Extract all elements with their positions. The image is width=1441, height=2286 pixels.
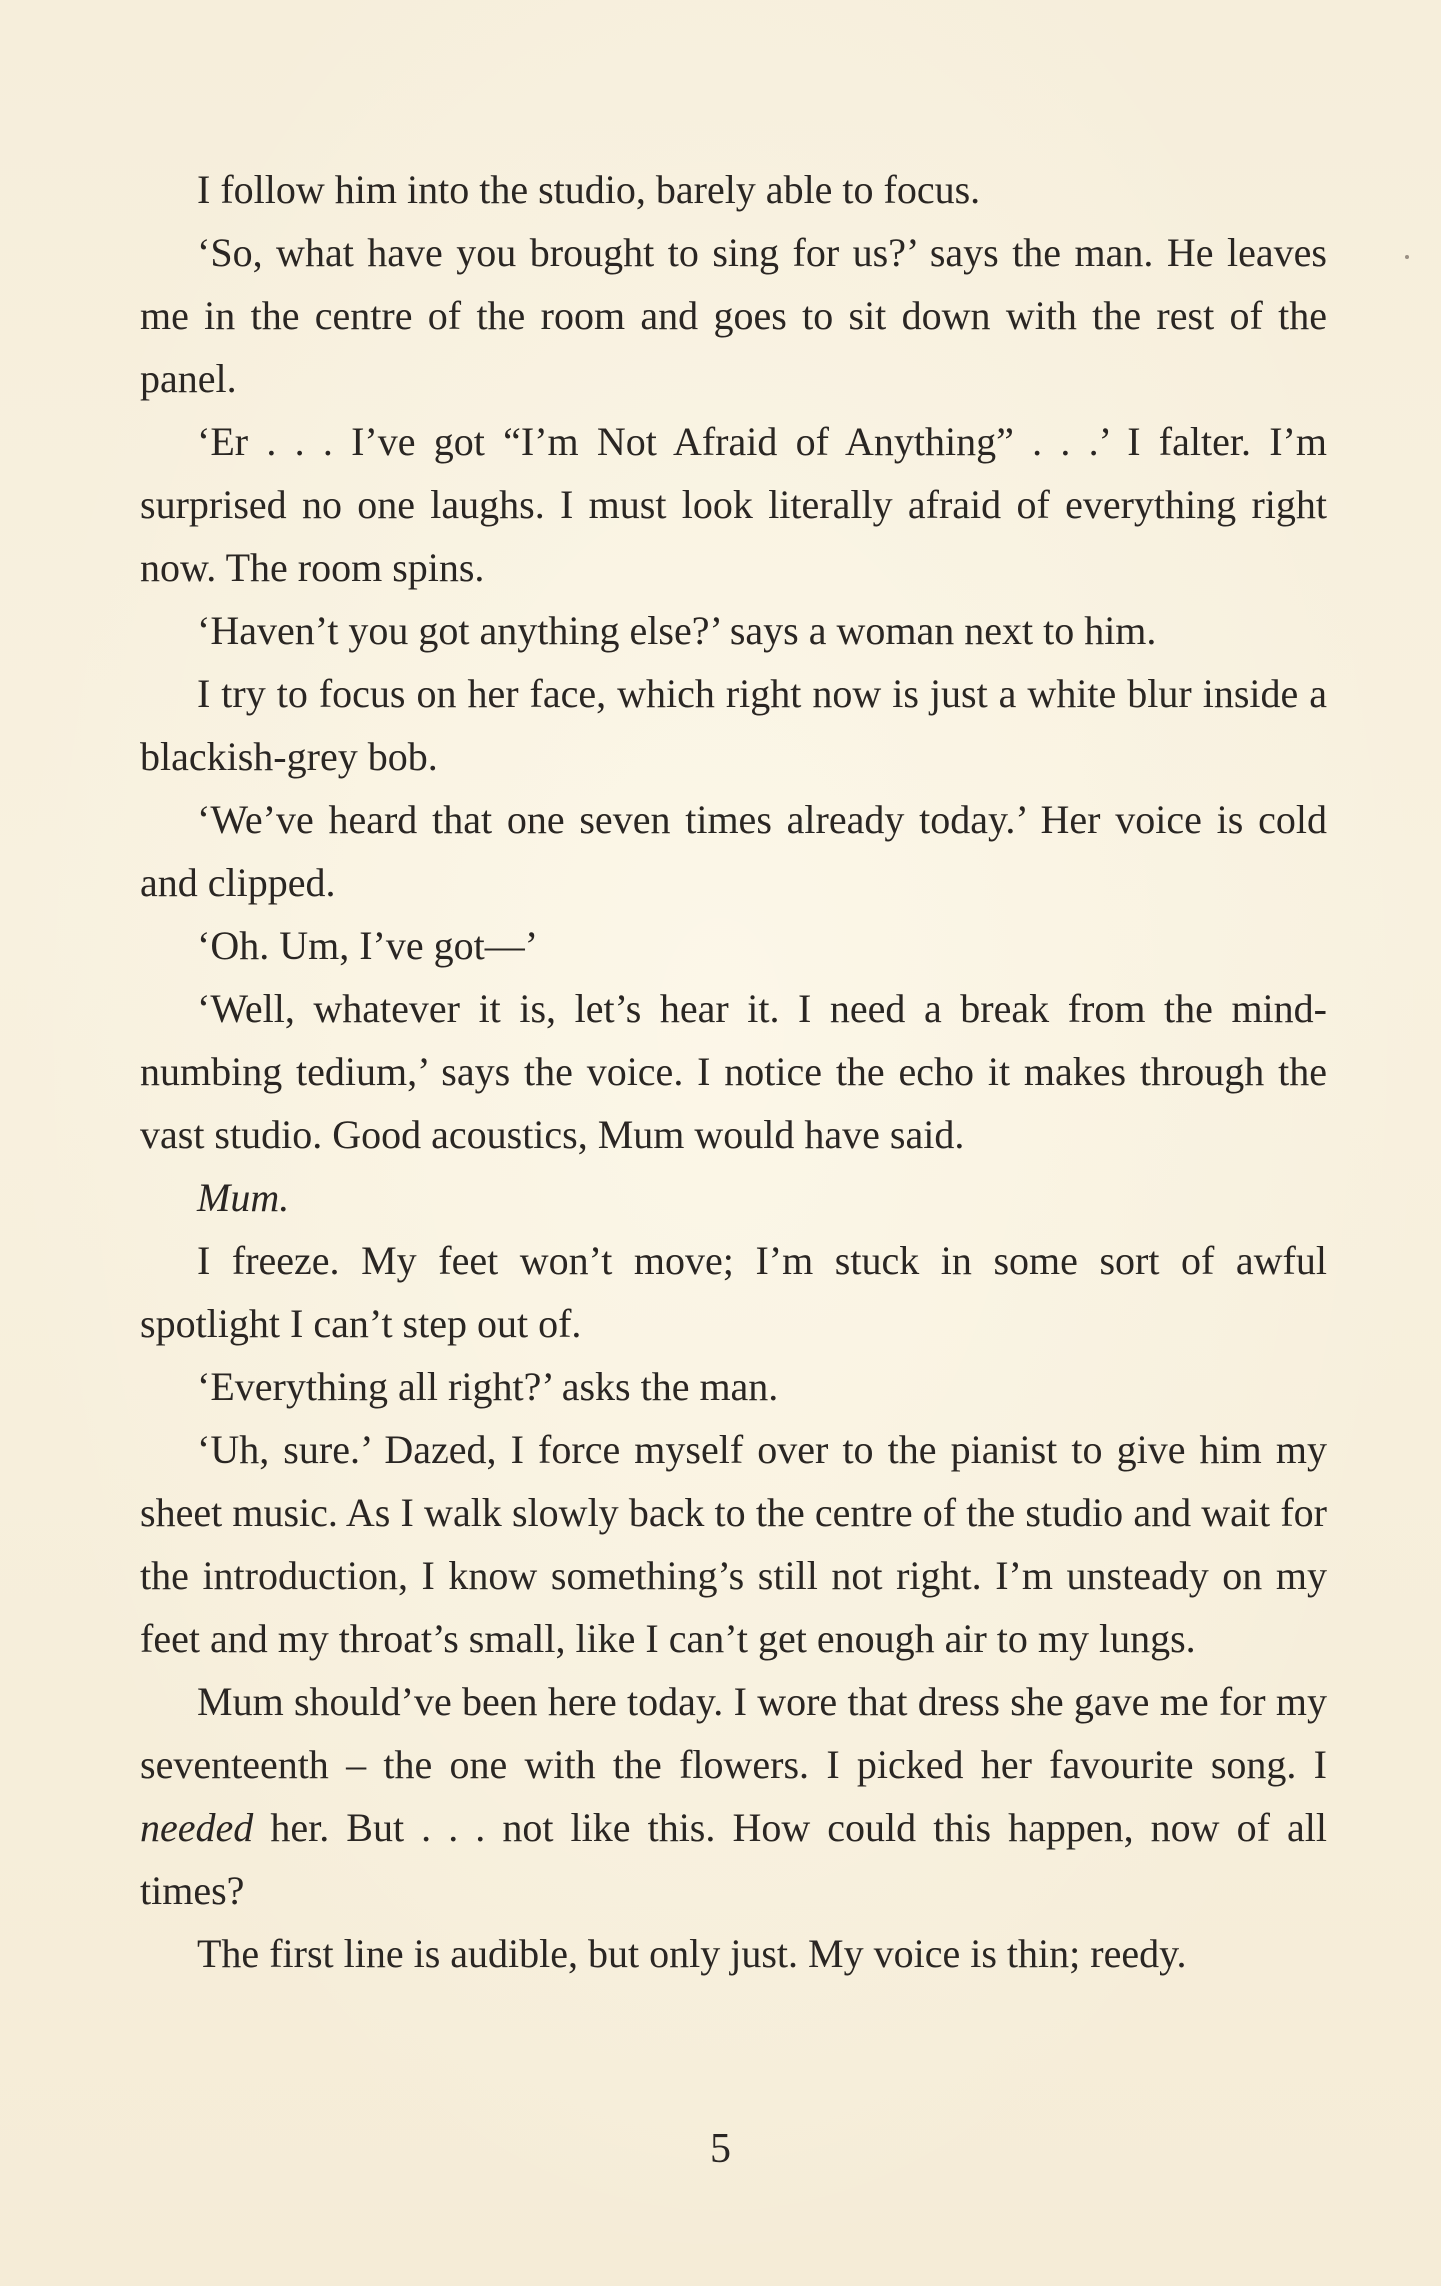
paragraph: ‘Well, whatever it is, let’s hear it. I need a break from the mind-numbing tedium,’ says the voice. I notice the echo it makes through the vast studio. Good acoustics, Mum would have said.: [140, 986, 1327, 1157]
italic-word: needed: [140, 1805, 254, 1850]
paragraph: I follow him into the studio, barely able to focus.: [197, 167, 981, 212]
paragraph: ‘So, what have you brought to sing for us?’ says the man. He leaves me in the centre of the room and goes to sit down with the rest of the panel.: [140, 230, 1327, 401]
body-text: [140, 158, 1327, 1985]
paragraph: ‘Haven’t you got anything else?’ says a woman next to him.: [197, 608, 1157, 653]
paragraph: [140, 1670, 1327, 1922]
paragraph: ‘Oh. Um, I’ve got—’: [197, 923, 539, 968]
paragraph: I freeze. My feet won’t move; I’m stuck in some sort of awful spotlight I can’t step out of.: [140, 1238, 1327, 1346]
paragraph: ‘We’ve heard that one seven times already today.’ Her voice is cold and clipped.: [140, 797, 1327, 905]
paragraph: The first line is audible, but only just. My voice is thin; reedy.: [197, 1931, 1187, 1976]
paragraph: ‘Uh, sure.’ Dazed, I force myself over to the pianist to give him my sheet music. As I walk slowly back to the centre of the studio and wait for the introduction, I know something’s still not right. I’m unsteady on my feet and my throat’s small, like I can’t get enough air to my lungs.: [140, 1427, 1327, 1661]
paragraph-text: Mum should’ve been here today. I wore that dress she gave me for my seventeenth – the one with the flowers. I picked her favourite song. I: [140, 1679, 1327, 1787]
paragraph: I try to focus on her face, which right now is just a white blur inside a blackish-grey bob.: [140, 671, 1327, 779]
italic-word: Mum.: [197, 1175, 290, 1220]
paragraph: ‘Everything all right?’ asks the man.: [197, 1364, 779, 1409]
paragraph: ‘Er . . . I’ve got “I’m Not Afraid of Anything” . . .’ I falter. I’m surprised no one laughs. I must look literally afraid of everything right now. The room spins.: [140, 419, 1327, 590]
page-number: 5: [710, 2126, 731, 2172]
paragraph-text: her. But . . . not like this. How could this happen, now of all times?: [140, 1805, 1327, 1913]
paper-speck: [1405, 255, 1409, 259]
paragraph: [140, 1166, 1327, 1229]
